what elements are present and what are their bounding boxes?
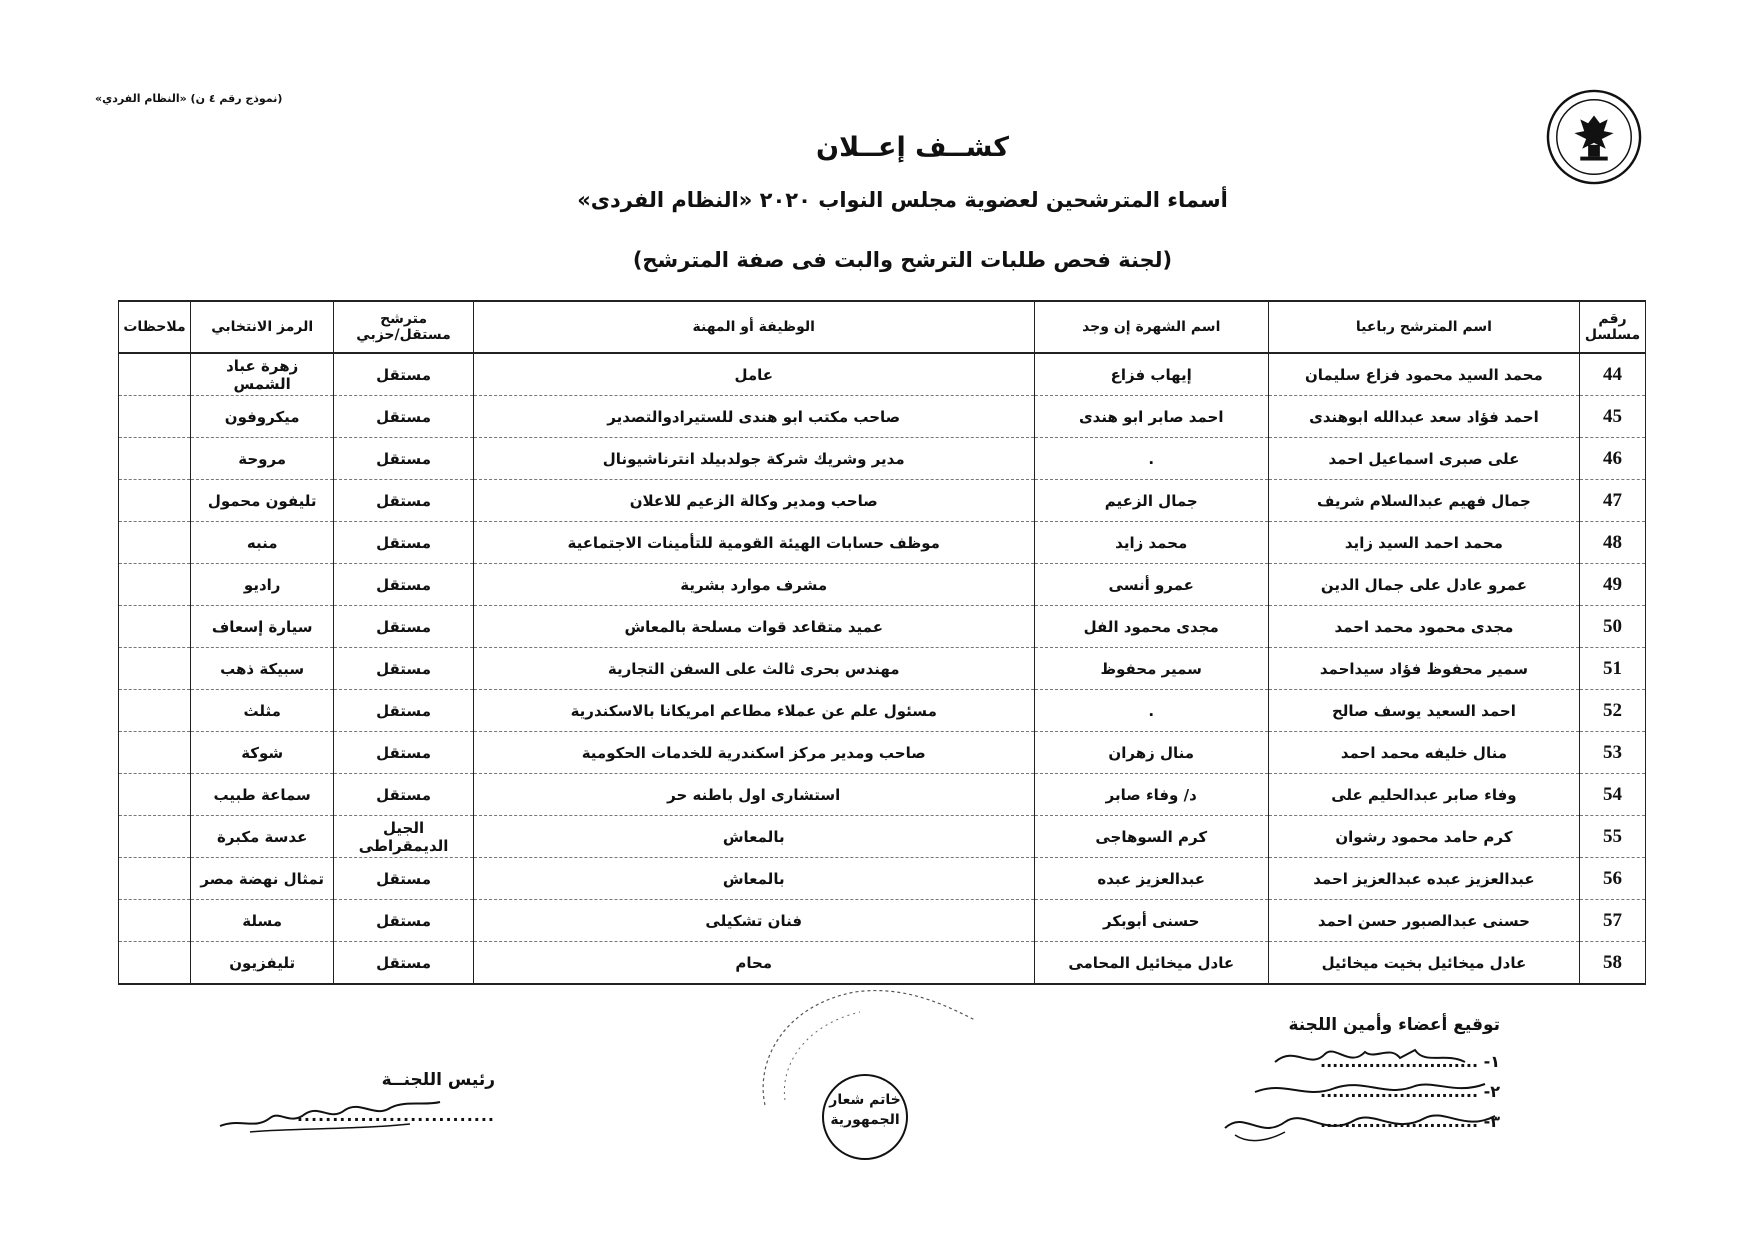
cell-job: مدير وشريك شركة جولدبيلد انترناشيونال [473,438,1034,480]
cell-number: 58 [1580,942,1646,985]
col-header-number-line1: رقم [1598,310,1627,327]
cell-job: صاحب مكتب ابو هندى للستيرادوالتصدير [473,396,1034,438]
cell-symbol: تمثال نهضة مصر [191,858,334,900]
cell-name: عمرو عادل على جمال الدين [1268,564,1579,606]
cell-number: 54 [1580,774,1646,816]
cell-notes [119,353,191,396]
table-row [119,396,1646,438]
table-header-row [119,301,1646,353]
col-header-number [1580,301,1646,353]
member-signature-line-3: ٣- .......................... [1319,1112,1500,1131]
cell-status: مستقل [334,396,474,438]
cell-status: مستقل [334,900,474,942]
cell-job: صاحب ومدير مركز اسكندرية للخدمات الحكومية [473,732,1034,774]
cell-nickname: عادل ميخائيل المحامى [1034,942,1268,985]
cell-job: بالمعاش [473,816,1034,858]
cell-number: 44 [1580,353,1646,396]
chair-handwritten-signature [210,1088,450,1138]
col-header-symbol: الرمز الانتخابي [191,301,334,353]
cell-status: مستقل [334,774,474,816]
cell-symbol: سيارة إسعاف [191,606,334,648]
cell-number: 45 [1580,396,1646,438]
cell-symbol: عدسة مكبرة [191,816,334,858]
cell-number: 55 [1580,816,1646,858]
cell-symbol: ميكروفون [191,396,334,438]
cell-status: مستقل [334,438,474,480]
page-title: كشــف إعــلان [816,132,1009,163]
committee-name: (لجنة فحص طلبات الترشح والبت فى صفة المترشح) [632,248,1173,272]
col-header-number-line2: مسلسل [1584,327,1641,343]
cell-number: 56 [1580,858,1646,900]
cell-symbol: تليفزيون [191,942,334,985]
cell-number: 46 [1580,438,1646,480]
cell-name: سمير محفوظ فؤاد سيداحمد [1268,648,1579,690]
cell-number: 48 [1580,522,1646,564]
table-row [119,480,1646,522]
table-row [119,774,1646,816]
cell-status: مستقل [334,522,474,564]
cell-symbol: منبه [191,522,334,564]
cell-number: 52 [1580,690,1646,732]
table-row [119,732,1646,774]
cell-symbol: راديو [191,564,334,606]
cell-status: مستقل [334,690,474,732]
col-header-name: اسم المترشح رباعيا [1268,301,1579,353]
cell-symbol: شوكة [191,732,334,774]
cell-status: الجيل الديمقراطى [334,816,474,858]
cell-name: جمال فهيم عبدالسلام شريف [1268,480,1579,522]
cell-status: مستقل [334,480,474,522]
col-header-status [334,301,474,353]
cell-name: احمد فؤاد سعد عبدالله ابوهندى [1268,396,1579,438]
member-signature-line-2: ٢- .......................... [1319,1082,1500,1101]
form-number: (نموذج رقم ٤ ن) «النظام الفردي» [95,92,283,105]
cell-job: صاحب ومدير وكالة الزعيم للاعلان [473,480,1034,522]
col-header-nickname: اسم الشهرة إن وجد [1034,301,1268,353]
cell-notes [119,774,191,816]
cell-notes [119,438,191,480]
table-row [119,900,1646,942]
cell-nickname: جمال الزعيم [1034,480,1268,522]
cell-notes [119,564,191,606]
cell-nickname: منال زهران [1034,732,1268,774]
table-row [119,648,1646,690]
stamp-line-2: الجمهورية [830,1112,900,1128]
table-row [119,858,1646,900]
cell-status: مستقل [334,353,474,396]
col-header-status-line2: مستقل/حزبي [356,327,451,343]
cell-symbol: سبيكة ذهب [191,648,334,690]
cell-number: 53 [1580,732,1646,774]
cell-nickname: حسنى أبوبكر [1034,900,1268,942]
cell-name: محمد احمد السيد زايد [1268,522,1579,564]
cell-notes [119,816,191,858]
cell-symbol: مروحة [191,438,334,480]
cell-symbol: زهرة عباد الشمس [191,353,334,396]
stamp-line-1: خاتم شعار [829,1092,901,1108]
cell-nickname: د/ وفاء صابر [1034,774,1268,816]
cell-number: 57 [1580,900,1646,942]
cell-name: وفاء صابر عبدالحليم على [1268,774,1579,816]
cell-job: مهندس بحرى ثالث على السفن التجارية [473,648,1034,690]
cell-name: عبدالعزيز عبده عبدالعزيز احمد [1268,858,1579,900]
table-row [119,438,1646,480]
cell-name: محمد السيد محمود فزاع سليمان [1268,353,1579,396]
table-row [119,816,1646,858]
cell-job: بالمعاش [473,858,1034,900]
cell-number: 50 [1580,606,1646,648]
cell-notes [119,732,191,774]
cell-status: مستقل [334,606,474,648]
cell-status: مستقل [334,648,474,690]
cell-notes [119,522,191,564]
cell-name: عادل ميخائيل بخيت ميخائيل [1268,942,1579,985]
cell-nickname: . [1034,690,1268,732]
cell-symbol: مسلة [191,900,334,942]
cell-status: مستقل [334,942,474,985]
cell-nickname: عبدالعزيز عبده [1034,858,1268,900]
cell-nickname: عمرو أنسى [1034,564,1268,606]
cell-number: 51 [1580,648,1646,690]
cell-notes [119,606,191,648]
cell-job: استشارى اول باطنه حر [473,774,1034,816]
chair-signature-line: ............................ [296,1106,495,1125]
cell-notes [119,858,191,900]
cell-job: مشرف موارد بشرية [473,564,1034,606]
cell-job: عميد متقاعد قوات مسلحة بالمعاش [473,606,1034,648]
table-row [119,353,1646,396]
cell-status: مستقل [334,564,474,606]
candidates-table [118,300,1646,985]
cell-name: مجدى محمود محمد احمد [1268,606,1579,648]
cell-nickname: كرم السوهاجى [1034,816,1268,858]
cell-symbol: تليفون محمول [191,480,334,522]
cell-status: مستقل [334,732,474,774]
cell-job: عامل [473,353,1034,396]
cell-nickname: إيهاب فزاع [1034,353,1268,396]
page-subtitle: أسماء المترشحين لعضوية مجلس النواب ٢٠٢٠ «النظام الفردى» [577,188,1228,212]
cell-symbol: مثلث [191,690,334,732]
col-header-notes: ملاحظات [119,301,191,353]
cell-nickname: احمد صابر ابو هندى [1034,396,1268,438]
table-row [119,564,1646,606]
col-header-status-line1: مترشح [380,310,428,327]
cell-notes [119,396,191,438]
cell-number: 47 [1580,480,1646,522]
table-row [119,606,1646,648]
cell-notes [119,480,191,522]
cell-job: موظف حسابات الهيئة القومية للتأمينات الاجتماعية [473,522,1034,564]
table-row [119,942,1646,985]
cell-name: كرم حامد محمود رشوان [1268,816,1579,858]
cell-job: فنان تشكيلى [473,900,1034,942]
cell-name: احمد السعيد يوسف صالح [1268,690,1579,732]
cell-notes [119,648,191,690]
table-body [119,353,1646,984]
cell-name: حسنى عبدالصبور حسن احمد [1268,900,1579,942]
cell-name: على صبرى اسماعيل احمد [1268,438,1579,480]
cell-notes [119,900,191,942]
cell-nickname: مجدى محمود الفل [1034,606,1268,648]
members-heading: توقيع أعضاء وأمين اللجنة [1288,1015,1500,1035]
cell-notes [119,942,191,985]
members-handwritten-signatures [1215,1040,1525,1150]
cell-nickname: محمد زايد [1034,522,1268,564]
cell-job: محام [473,942,1034,985]
chair-heading: رئيس اللجنــة [381,1070,495,1090]
cell-job: مسئول علم عن عملاء مطاعم امريكانا بالاسكندرية [473,690,1034,732]
table-row [119,690,1646,732]
cell-notes [119,690,191,732]
faint-round-stamp-icon [745,980,1035,1110]
cell-nickname: . [1034,438,1268,480]
table-row [119,522,1646,564]
cell-symbol: سماعة طبيب [191,774,334,816]
cell-status: مستقل [334,858,474,900]
cell-number: 49 [1580,564,1646,606]
member-signature-line-1: ١- .......................... [1319,1052,1500,1071]
col-header-job: الوظيفة أو المهنة [473,301,1034,353]
cell-name: منال خليفه محمد احمد [1268,732,1579,774]
cell-nickname: سمير محفوظ [1034,648,1268,690]
